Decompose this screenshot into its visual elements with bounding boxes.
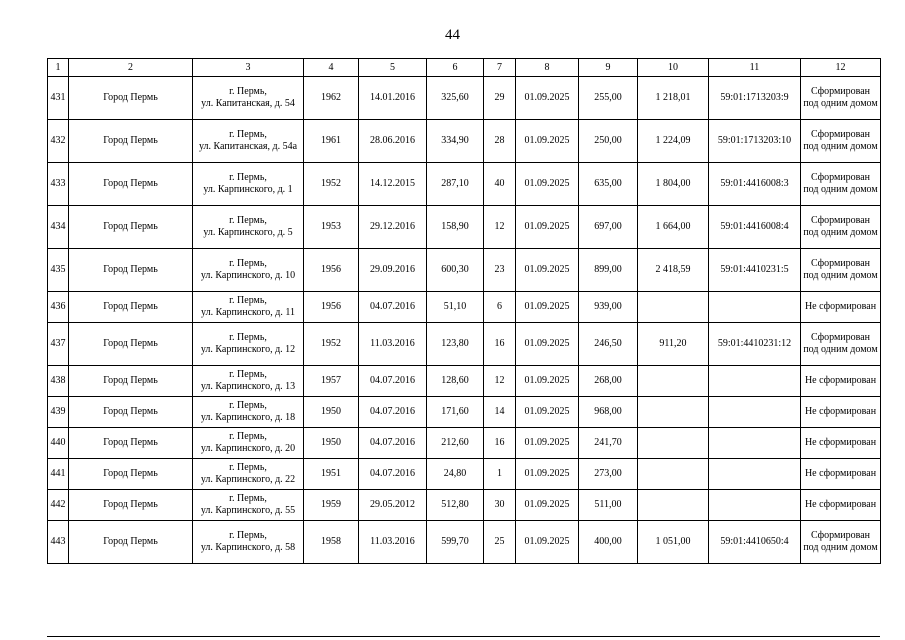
municipality-cell: Город Пермь [69, 397, 193, 428]
municipality-cell: Город Пермь [69, 249, 193, 292]
municipality-cell: Город Пермь [69, 428, 193, 459]
column-header: 1 [48, 59, 69, 77]
row-number-cell: 434 [48, 206, 69, 249]
date2-cell: 01.09.2025 [516, 323, 579, 366]
address-line-street: ул. Карпинского, д. 10 [200, 270, 296, 281]
count-cell: 25 [484, 521, 516, 564]
date-cell: 29.12.2016 [359, 206, 427, 249]
count-cell: 14 [484, 397, 516, 428]
date2-cell: 01.09.2025 [516, 397, 579, 428]
registry-table [47, 58, 881, 564]
address-cell [193, 206, 304, 249]
area-cell: 171,60 [427, 397, 484, 428]
page-number: 44 [445, 27, 460, 43]
year-cell: 1953 [304, 206, 359, 249]
area-cell: 334,90 [427, 120, 484, 163]
status-cell: Сформирован под одним домом [801, 323, 881, 366]
row-number-cell: 433 [48, 163, 69, 206]
date-cell: 29.09.2016 [359, 249, 427, 292]
address-cell [193, 163, 304, 206]
count-cell: 23 [484, 249, 516, 292]
row-number-cell: 431 [48, 77, 69, 120]
address-line-city: г. Пермь, [229, 215, 267, 226]
date-cell: 11.03.2016 [359, 323, 427, 366]
value10-cell [638, 490, 709, 521]
date-cell: 04.07.2016 [359, 366, 427, 397]
area-cell: 599,70 [427, 521, 484, 564]
cadastral-number-cell [709, 428, 801, 459]
column-header: 3 [193, 59, 304, 77]
column-header: 10 [638, 59, 709, 77]
value10-cell: 1 218,01 [638, 77, 709, 120]
column-header: 7 [484, 59, 516, 77]
address-line-city: г. Пермь, [229, 258, 267, 269]
date-cell: 14.12.2015 [359, 163, 427, 206]
area-cell: 287,10 [427, 163, 484, 206]
cadastral-number-cell: 59:01:4410231:5 [709, 249, 801, 292]
area-cell: 128,60 [427, 366, 484, 397]
row-number-cell: 438 [48, 366, 69, 397]
date2-cell: 01.09.2025 [516, 249, 579, 292]
status-cell: Сформирован под одним домом [801, 521, 881, 564]
address-cell [193, 490, 304, 521]
municipality-cell: Город Пермь [69, 163, 193, 206]
column-header: 9 [579, 59, 638, 77]
status-cell: Не сформирован [801, 292, 881, 323]
value9-cell: 268,00 [579, 366, 638, 397]
date2-cell: 01.09.2025 [516, 366, 579, 397]
status-cell: Не сформирован [801, 490, 881, 521]
date2-cell: 01.09.2025 [516, 292, 579, 323]
table-row [48, 206, 881, 249]
date-cell: 04.07.2016 [359, 397, 427, 428]
year-cell: 1950 [304, 428, 359, 459]
date2-cell: 01.09.2025 [516, 459, 579, 490]
date-cell: 04.07.2016 [359, 459, 427, 490]
count-cell: 16 [484, 428, 516, 459]
table-row [48, 163, 881, 206]
cadastral-number-cell: 59:01:4410231:12 [709, 323, 801, 366]
date2-cell: 01.09.2025 [516, 77, 579, 120]
row-number-cell: 440 [48, 428, 69, 459]
value9-cell: 250,00 [579, 120, 638, 163]
column-header: 2 [69, 59, 193, 77]
table-row [48, 323, 881, 366]
address-line-street: ул. Карпинского, д. 13 [200, 381, 296, 392]
address-cell [193, 323, 304, 366]
count-cell: 12 [484, 206, 516, 249]
table-row [48, 77, 881, 120]
column-header: 8 [516, 59, 579, 77]
municipality-cell: Город Пермь [69, 292, 193, 323]
address-cell [193, 397, 304, 428]
count-cell: 16 [484, 323, 516, 366]
year-cell: 1956 [304, 249, 359, 292]
address-line-city: г. Пермь, [229, 295, 267, 306]
address-cell [193, 459, 304, 490]
address-cell [193, 292, 304, 323]
cadastral-number-cell [709, 366, 801, 397]
area-cell: 512,80 [427, 490, 484, 521]
address-cell [193, 249, 304, 292]
address-cell [193, 366, 304, 397]
value9-cell: 400,00 [579, 521, 638, 564]
year-cell: 1959 [304, 490, 359, 521]
value9-cell: 246,50 [579, 323, 638, 366]
status-cell: Сформирован под одним домом [801, 120, 881, 163]
municipality-cell: Город Пермь [69, 323, 193, 366]
date-cell: 28.06.2016 [359, 120, 427, 163]
address-line-city: г. Пермь, [229, 86, 267, 97]
year-cell: 1956 [304, 292, 359, 323]
date2-cell: 01.09.2025 [516, 428, 579, 459]
municipality-cell: Город Пермь [69, 521, 193, 564]
address-cell [193, 428, 304, 459]
cadastral-number-cell: 59:01:4416008:4 [709, 206, 801, 249]
table-row [48, 292, 881, 323]
address-line-city: г. Пермь, [229, 369, 267, 380]
municipality-cell: Город Пермь [69, 120, 193, 163]
date2-cell: 01.09.2025 [516, 163, 579, 206]
date2-cell: 01.09.2025 [516, 521, 579, 564]
row-number-cell: 437 [48, 323, 69, 366]
date-cell: 29.05.2012 [359, 490, 427, 521]
status-cell: Сформирован под одним домом [801, 163, 881, 206]
row-number-cell: 436 [48, 292, 69, 323]
address-line-city: г. Пермь, [229, 129, 267, 140]
table-row [48, 428, 881, 459]
table-row [48, 366, 881, 397]
value10-cell [638, 366, 709, 397]
value10-cell: 1 804,00 [638, 163, 709, 206]
municipality-cell: Город Пермь [69, 77, 193, 120]
column-header: 6 [427, 59, 484, 77]
cadastral-number-cell: 59:01:1713203:10 [709, 120, 801, 163]
cadastral-number-cell [709, 490, 801, 521]
table-row [48, 459, 881, 490]
table-row [48, 397, 881, 428]
value10-cell [638, 397, 709, 428]
address-cell [193, 120, 304, 163]
area-cell: 51,10 [427, 292, 484, 323]
row-number-cell: 441 [48, 459, 69, 490]
column-header: 5 [359, 59, 427, 77]
status-cell: Не сформирован [801, 459, 881, 490]
count-cell: 12 [484, 366, 516, 397]
status-cell: Не сформирован [801, 397, 881, 428]
year-cell: 1962 [304, 77, 359, 120]
count-cell: 6 [484, 292, 516, 323]
address-line-city: г. Пермь, [229, 462, 267, 473]
address-line-street: ул. Карпинского, д. 1 [203, 184, 293, 195]
header-row [48, 59, 881, 77]
date-cell: 04.07.2016 [359, 428, 427, 459]
cadastral-number-cell: 59:01:4416008:3 [709, 163, 801, 206]
status-cell: Сформирован под одним домом [801, 77, 881, 120]
address-line-street: ул. Карпинского, д. 20 [200, 443, 296, 454]
area-cell: 123,80 [427, 323, 484, 366]
status-cell: Сформирован под одним домом [801, 249, 881, 292]
date2-cell: 01.09.2025 [516, 490, 579, 521]
value9-cell: 241,70 [579, 428, 638, 459]
cadastral-number-cell [709, 292, 801, 323]
count-cell: 29 [484, 77, 516, 120]
row-number-cell: 439 [48, 397, 69, 428]
value10-cell [638, 428, 709, 459]
year-cell: 1961 [304, 120, 359, 163]
date2-cell: 01.09.2025 [516, 206, 579, 249]
address-line-street: ул. Карпинского, д. 22 [200, 474, 296, 485]
status-cell: Сформирован под одним домом [801, 206, 881, 249]
status-cell: Не сформирован [801, 366, 881, 397]
page-bottom-rule [47, 636, 880, 637]
value9-cell: 635,00 [579, 163, 638, 206]
date-cell: 11.03.2016 [359, 521, 427, 564]
address-line-street: ул. Карпинского, д. 18 [200, 412, 296, 423]
date-cell: 14.01.2016 [359, 77, 427, 120]
address-line-city: г. Пермь, [229, 400, 267, 411]
address-cell [193, 521, 304, 564]
count-cell: 1 [484, 459, 516, 490]
municipality-cell: Город Пермь [69, 206, 193, 249]
table-row [48, 490, 881, 521]
value10-cell: 911,20 [638, 323, 709, 366]
date-cell: 04.07.2016 [359, 292, 427, 323]
address-line-city: г. Пермь, [229, 493, 267, 504]
column-header: 4 [304, 59, 359, 77]
year-cell: 1951 [304, 459, 359, 490]
year-cell: 1950 [304, 397, 359, 428]
year-cell: 1952 [304, 323, 359, 366]
address-line-street: ул. Карпинского, д. 12 [200, 344, 296, 355]
row-number-cell: 442 [48, 490, 69, 521]
date2-cell: 01.09.2025 [516, 120, 579, 163]
area-cell: 600,30 [427, 249, 484, 292]
address-cell [193, 77, 304, 120]
row-number-cell: 435 [48, 249, 69, 292]
table-row [48, 521, 881, 564]
cadastral-number-cell [709, 397, 801, 428]
table-row [48, 120, 881, 163]
value9-cell: 899,00 [579, 249, 638, 292]
row-number-cell: 443 [48, 521, 69, 564]
address-line-street: ул. Карпинского, д. 55 [200, 505, 296, 516]
value10-cell [638, 292, 709, 323]
area-cell: 24,80 [427, 459, 484, 490]
address-line-city: г. Пермь, [229, 431, 267, 442]
address-line-city: г. Пермь, [229, 530, 267, 541]
value9-cell: 939,00 [579, 292, 638, 323]
status-cell: Не сформирован [801, 428, 881, 459]
value10-cell [638, 459, 709, 490]
area-cell: 158,90 [427, 206, 484, 249]
year-cell: 1958 [304, 521, 359, 564]
address-line-street: ул. Карпинского, д. 58 [200, 542, 296, 553]
address-line-street: ул. Капитанская, д. 54а [198, 141, 298, 152]
address-line-street: ул. Капитанская, д. 54 [201, 98, 295, 109]
cadastral-number-cell [709, 459, 801, 490]
municipality-cell: Город Пермь [69, 490, 193, 521]
value9-cell: 511,00 [579, 490, 638, 521]
count-cell: 30 [484, 490, 516, 521]
municipality-cell: Город Пермь [69, 366, 193, 397]
municipality-cell: Город Пермь [69, 459, 193, 490]
address-line-street: ул. Карпинского, д. 11 [201, 307, 295, 318]
count-cell: 28 [484, 120, 516, 163]
value9-cell: 968,00 [579, 397, 638, 428]
value9-cell: 697,00 [579, 206, 638, 249]
address-line-street: ул. Карпинского, д. 5 [203, 227, 293, 238]
table-row [48, 249, 881, 292]
row-number-cell: 432 [48, 120, 69, 163]
count-cell: 40 [484, 163, 516, 206]
value10-cell: 2 418,59 [638, 249, 709, 292]
column-header: 12 [801, 59, 881, 77]
address-line-city: г. Пермь, [229, 172, 267, 183]
value10-cell: 1 664,00 [638, 206, 709, 249]
value9-cell: 255,00 [579, 77, 638, 120]
cadastral-number-cell: 59:01:4410650:4 [709, 521, 801, 564]
value10-cell: 1 051,00 [638, 521, 709, 564]
year-cell: 1952 [304, 163, 359, 206]
value10-cell: 1 224,09 [638, 120, 709, 163]
cadastral-number-cell: 59:01:1713203:9 [709, 77, 801, 120]
value9-cell: 273,00 [579, 459, 638, 490]
area-cell: 325,60 [427, 77, 484, 120]
year-cell: 1957 [304, 366, 359, 397]
address-line-city: г. Пермь, [229, 332, 267, 343]
area-cell: 212,60 [427, 428, 484, 459]
column-header: 11 [709, 59, 801, 77]
